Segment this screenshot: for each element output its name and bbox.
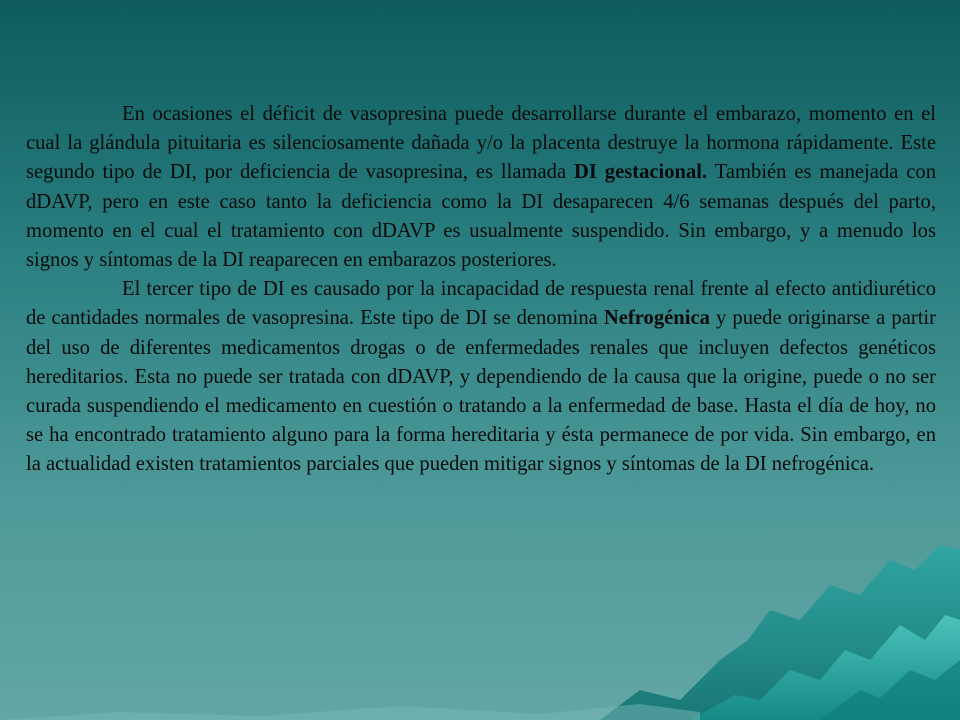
paragraph-2-text-start: El tercer tipo de DI es causado por la incapacidad de respuesta renal frente al efecto antidiurético de cantidades normales de vasopresina. Este tipo de DI se denomina: [26, 278, 936, 330]
term-nephrogenic: Nefrogénica: [603, 307, 710, 330]
paragraph-gestational: [26, 100, 936, 275]
foreground-hills: [0, 704, 700, 720]
term-gestational: DI gestacional.: [574, 161, 708, 184]
paragraph-nephrogenic: [26, 275, 936, 479]
body-text: [26, 100, 936, 480]
paragraph-1-text-start: En ocasiones el déficit de vasopresina puede desarrollarse durante el embarazo, momento en el cual la glándula pituitaria es silenciosamente dañada y/o la placenta destruye la hormona rápidamente. Este segundo tipo de DI, por deficiencia de vasopresina, es llamada: [26, 103, 936, 184]
paragraph-1-text-end: También es manejada con dDAVP, pero en este caso tanto la deficiencia como la DI desaparecen 4/6 semanas después del parto, momento en el cual el tratamiento con dDAVP es usualmente suspendido. Sin embargo, y a menudo los signos y síntomas de la DI reaparecen en embarazos posteriores.: [26, 161, 936, 272]
paragraph-2-text-end: y puede originarse a partir del uso de diferentes medicamentos drogas o de enfermedades renales que incluyen defectos genéticos hereditarios. Esta no puede ser tratada con dDAVP, y dependiendo de la causa que la origine, puede o no ser curada suspendiendo el medicamento en cuestión o tratando a la enfermedad de base. Hasta el día de hoy, no se ha encontrado tratamiento alguno para la forma hereditaria y ésta permanece de por vida. Sin embargo, en la actualidad existen tratamientos parciales que pueden mitigar signos y síntomas de la DI nefrogénica.: [26, 307, 936, 476]
